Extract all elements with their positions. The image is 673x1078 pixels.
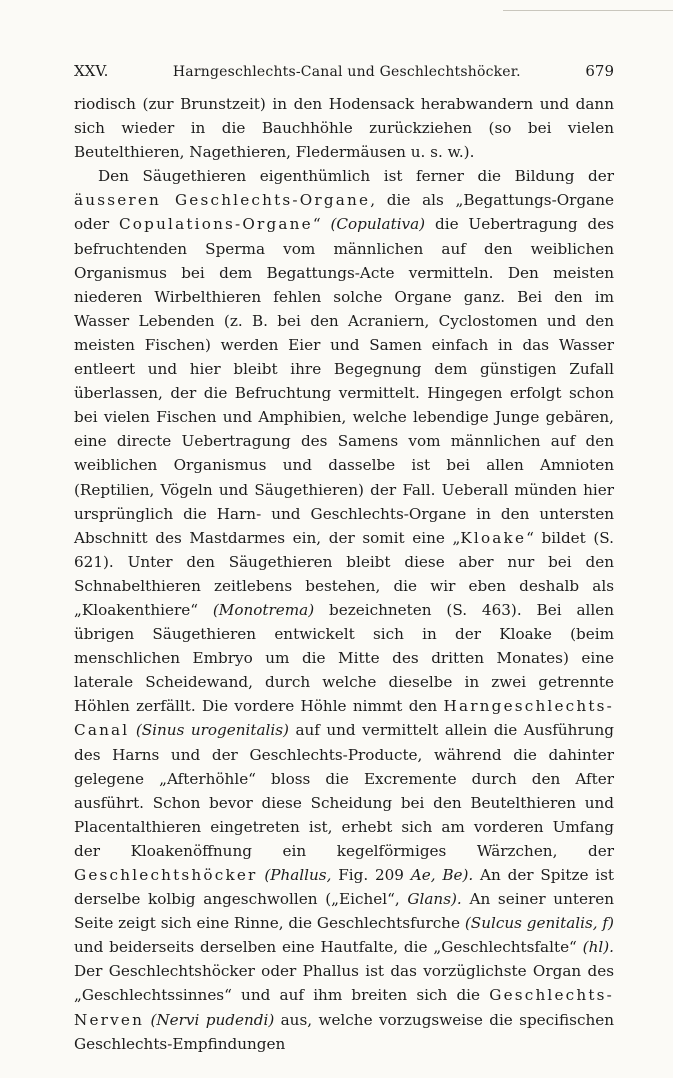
- paragraph: [74, 164, 614, 1055]
- text-run: bezeichneten (S. 463). Bei allen übrigen Säugethieren entwickelt sich in der Kloake (beim menschlichen Embryo um die Mitte des dritten Monates) eine laterale Scheidewand, durch welche dieselbe in zwei getrennte Höhlen zerfällt. Die vordere Höhle nimmt den: [74, 600, 614, 716]
- text-run: auf und vermittelt allein die Ausführung des Harns und der Geschlechts-Producte, während die dahinter gelegene „Afterhöhle“ bloss die Excremente durch den After ausführt. Schon bevor diese Scheidung bei den Beutelthieren und Placentalthieren eingetreten ist, erhebt sich am vorderen Umfang der Kloakenöffnung ein kegelförmiges Wärzchen, der: [74, 721, 615, 860]
- paragraph: [74, 92, 614, 164]
- text-run: “: [312, 215, 331, 234]
- italic-term: Glans).: [407, 890, 462, 909]
- text-run: “ bildet (S. 621). Unter den Säugethieren bleibt diese aber nur bei den Schnabelthieren zeitlebens bestehen, die wir eben deshalb als „Kloakenthiere“: [74, 528, 614, 619]
- spaced-term: äusseren Geschlechts-Organe: [74, 191, 371, 210]
- running-title: Harngeschlechts-Canal und Geschlechtshöcker.: [172, 64, 521, 80]
- text-run: riodisch (zur Brunstzeit) in den Hodensack herabwandern und dann sich wieder in die Bauchhöhle zurückziehen (so bei vielen Beutelthieren, Nagethieren, Fledermäusen u. s. w.).: [74, 95, 614, 162]
- text-run: An der Spitze ist derselbe kolbig angeschwollen („Eichel“,: [74, 866, 614, 909]
- italic-term: (Monotrema): [212, 600, 315, 619]
- spaced-term: Kloake: [460, 528, 527, 547]
- page-edge: [503, 0, 673, 11]
- page-body: [74, 92, 614, 1056]
- italic-term: (Phallus,: [264, 866, 332, 884]
- italic-term: (Copulativa): [330, 215, 426, 234]
- page-number: 679: [585, 62, 614, 80]
- text-run: die Uebertragung des befruchtenden Sperma vom männlichen auf den weiblichen Organismus bei dem Begattungs-Acte vermitteln. Den meisten niederen Wirbelthieren fehlen solche Organe ganz. Bei den im Wasser Lebenden (z. B. bei den Acraniern, Cyclostomen und den meisten Fischen) werden Eier und Samen einfach in das Wasser entleert und hier bleibt ihre Begegnung dem günstigen Zufall überlassen, der die Befruchtung vermittelt. Hingegen erfolgt schon bei vielen Fischen und Amphibien, welche lebendige Junge gebären, eine directe Uebertragung des Samens vom männlichen auf den weiblichen Organismus und dasselbe ist bei allen Amnioten (Reptilien, Vögeln und Säugethieren) der Fall. Ueberall münden hier ursprünglich die Harn- und Geschlechts-Organe in den untersten Abschnitt des Mastdarmes ein, der somit eine „: [74, 215, 614, 547]
- spaced-term: Geschlechts-Nerven: [74, 986, 614, 1029]
- italic-term: (Sulcus genitalis, f): [464, 914, 614, 933]
- running-header: [74, 62, 614, 92]
- text-run: aus, welche vorzugsweise die specifischen Geschlechts-Empfindungen: [74, 1010, 615, 1053]
- text-run: Fig. 209: [331, 866, 411, 884]
- italic-term: (Sinus urogenitalis): [135, 721, 289, 740]
- chapter-number: XXV.: [74, 62, 109, 80]
- text-run: Den Säugethieren eigenthümlich ist ferner die Bildung der: [98, 167, 614, 186]
- spaced-term: Copulations-Organe: [118, 215, 313, 234]
- book-page: [74, 62, 614, 1056]
- italic-term: (Nervi pudendi): [150, 1010, 275, 1029]
- italic-term: Ae, Be).: [410, 866, 474, 884]
- text-run: und beiderseits derselben eine Hautfalte, die „Geschlechtsfalte“: [74, 938, 583, 957]
- spaced-term: Harngeschlechts-Canal: [74, 697, 614, 740]
- text-run: An seiner unteren Seite zeigt sich eine Rinne, die Geschlechtsfurche: [74, 890, 614, 933]
- spaced-term: Geschlechtshöcker: [74, 866, 258, 884]
- text-run: , die als „Begattungs-Organe oder: [74, 191, 614, 234]
- italic-term: (hl).: [582, 938, 614, 957]
- text-run: Der Geschlechtshöcker oder Phallus ist das vorzüglichste Organ des „Geschlechtssinnes“ und auf ihm breiten sich die: [74, 962, 614, 1005]
